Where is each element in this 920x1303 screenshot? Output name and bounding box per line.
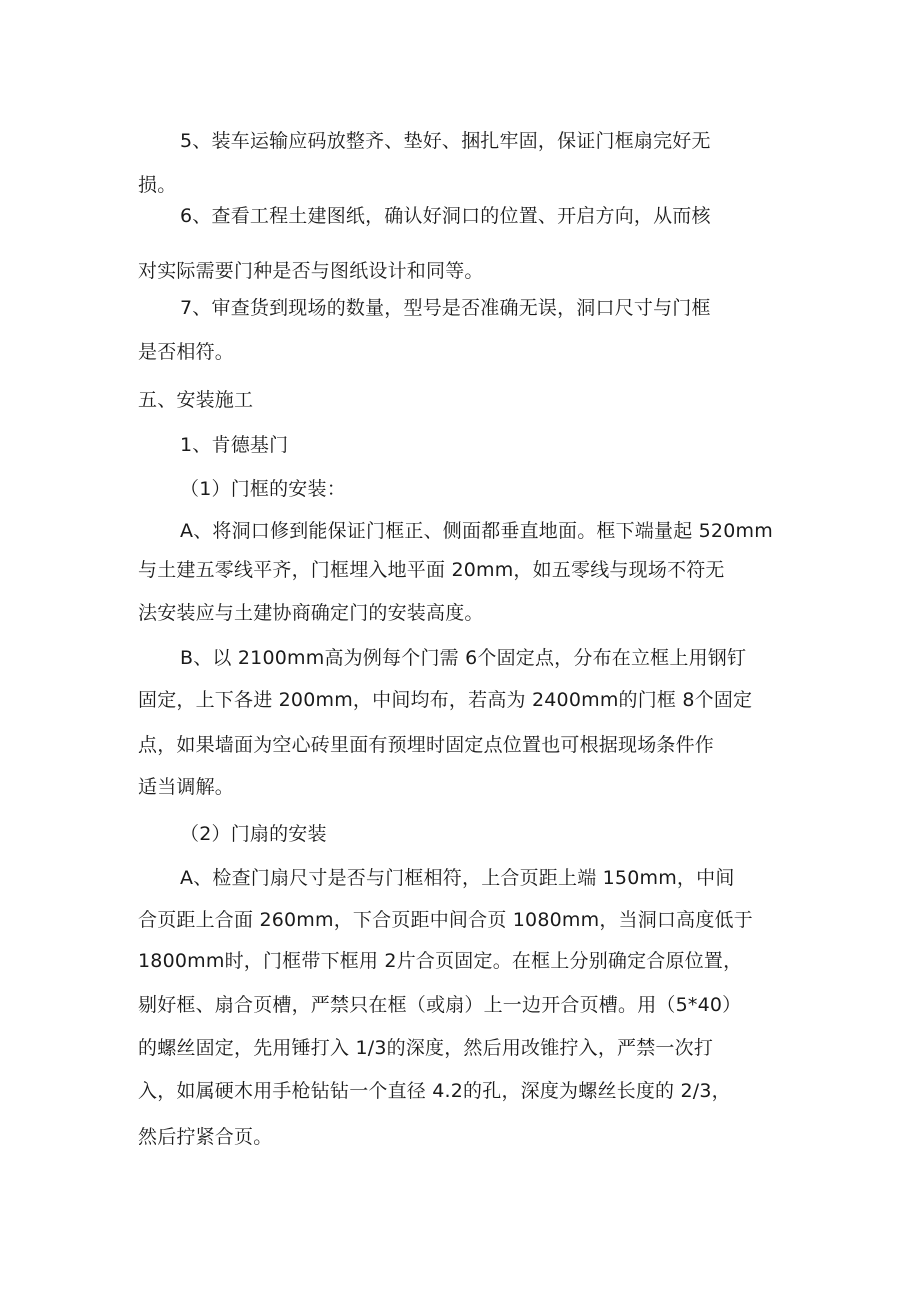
paragraph-line: 1800mm时，门框带下框用 2片合页固定。在框上分别确定合原位置， xyxy=(138,950,743,972)
paragraph-line: 损。 xyxy=(138,174,177,196)
item-heading: （1）门框的安装： xyxy=(180,478,346,500)
paragraph-line: 适当调解。 xyxy=(138,776,235,798)
subsection-heading: 1、肯德基门 xyxy=(180,434,289,456)
paragraph-line: 入，如属硬木用手枪钻钻一个直径 4.2的孔，深度为螺丝长度的 2/3， xyxy=(138,1080,731,1102)
paragraph-line: 剔好框、扇合页槽，严禁只在框（或扇）上一边开合页槽。用（5*40） xyxy=(138,994,742,1016)
paragraph-line: 然后拧紧合页。 xyxy=(138,1126,273,1148)
paragraph-line: 固定，上下各进 200mm，中间均布，若高为 2400mm的门框 8个固定 xyxy=(138,689,753,711)
paragraph-line: 是否相符。 xyxy=(138,341,235,363)
paragraph-line: 与土建五零线平齐，门框埋入地平面 20mm，如五零线与现场不符无 xyxy=(138,559,725,581)
paragraph-line: 点，如果墙面为空心砖里面有预埋时固定点位置也可根据现场条件作 xyxy=(138,734,715,756)
paragraph-line: 6、查看工程土建图纸，确认好洞口的位置、开启方向，从而核 xyxy=(180,205,711,227)
paragraph-line: 法安装应与土建协商确定门的安装高度。 xyxy=(138,602,484,624)
paragraph-line: 合页距上合面 260mm，下合页距中间合页 1080mm，当洞口高度低于 xyxy=(138,909,753,931)
paragraph-line: 的螺丝固定，先用锤打入 1/3的深度，然后用改锥拧入，严禁一次打 xyxy=(138,1037,714,1059)
item-heading: （2）门扇的安装 xyxy=(180,823,327,845)
paragraph-line: 5、装车运输应码放整齐、垫好、捆扎牢固，保证门框扇完好无 xyxy=(180,130,711,152)
paragraph-line: A、将洞口修到能保证门框正、侧面都垂直地面。框下端量起 520mm xyxy=(180,520,773,542)
paragraph-line: B、以 2100mm高为例每个门需 6个固定点，分布在立框上用钢钉 xyxy=(180,647,747,669)
paragraph-line: A、检查门扇尺寸是否与门框相符，上合页距上端 150mm，中间 xyxy=(180,867,735,889)
paragraph-line: 对实际需要门种是否与图纸设计和同等。 xyxy=(138,260,484,282)
paragraph-line: 7、审查货到现场的数量，型号是否准确无误，洞口尺寸与门框 xyxy=(180,297,711,319)
section-heading: 五、安装施工 xyxy=(138,389,254,411)
